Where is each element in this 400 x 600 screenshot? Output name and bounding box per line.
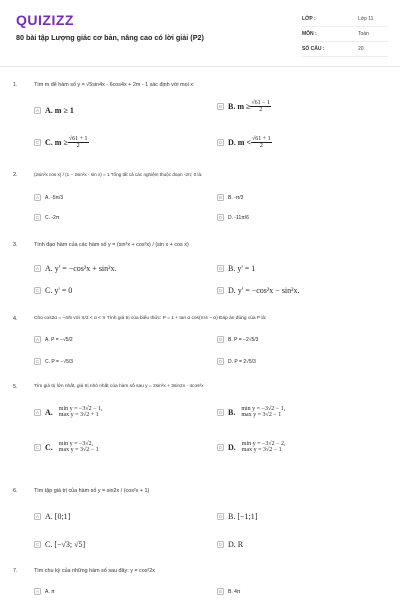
option-text: A. π [45, 588, 55, 595]
option-c[interactable] [34, 214, 59, 221]
meta-row-count [302, 42, 388, 57]
option-letter: D [218, 215, 223, 220]
option-letter: A [35, 266, 39, 271]
option-c[interactable] [34, 540, 85, 549]
option-text: D. -11π/6 [228, 214, 249, 221]
option-letter: C [35, 444, 40, 450]
option-letter: B [218, 514, 222, 519]
option-label: A. [45, 407, 53, 417]
header [0, 0, 400, 67]
minmax-block: min y = −3√2 − 1, max y = 3√2 − 1 [241, 406, 286, 418]
question-text: Tìm giá trị lớn nhất, giá trị nhỏ nhất của hàm số sau y = 2sin²x + 3sin2x - 4cos²x [34, 384, 204, 389]
option-c[interactable] [34, 358, 73, 365]
quizizz-logo[interactable]: QUIZIZZ [16, 12, 74, 28]
option-letter: A [35, 514, 39, 519]
option-text: C. P = −√5/3 [45, 358, 73, 365]
option-letter: C [35, 140, 40, 145]
option-letter: A [35, 195, 39, 200]
option-prefix: D. m < [228, 138, 251, 147]
option-b[interactable] [217, 588, 240, 595]
question-number: 6. [13, 488, 18, 494]
option-letter: C [35, 288, 40, 293]
option-text: B. [−1;1] [228, 512, 258, 521]
question-text: Tìm tập giá trị của hàm số y = sin2x / (cos²x + 1) [34, 488, 150, 494]
question-number: 5. [13, 384, 18, 390]
option-b[interactable] [217, 194, 243, 201]
question-text: Tìm m để hàm số y = √5sin4x - 6cos4x + 2m - 1 xác định với mọi x: [34, 82, 195, 88]
option-label: D. [228, 442, 236, 452]
option-d[interactable] [217, 214, 249, 221]
fraction: $\frac{√61 + 1}{2}$ [252, 136, 271, 149]
option-letter: C [35, 359, 40, 364]
question-text: Tìm chu kỳ của những hàm số sau đây: y = cos²2x [34, 568, 155, 574]
option-text: C. -2π [45, 214, 60, 221]
meta-label: SỐ CÂU : [302, 46, 325, 52]
question-number: 3. [13, 242, 18, 248]
option-prefix: B. m ≥ [228, 102, 251, 111]
option-b[interactable] [217, 512, 257, 521]
minmax-block: min y = −3√2, max y = 3√2 − 1 [58, 441, 99, 453]
option-a[interactable] [34, 588, 55, 595]
option-a[interactable] [34, 106, 74, 115]
option-a[interactable] [34, 336, 73, 343]
meta-label: MÔN : [302, 31, 317, 37]
minmax-block: min y = −3√2 − 1, max y = 3√2 + 1 [58, 406, 103, 418]
meta-row-class [302, 12, 388, 27]
option-c[interactable] [34, 441, 99, 453]
fraction: $\frac{√61 + 1}{2}$ [68, 136, 88, 149]
option-text: D. y' = −cos²x − sin²x. [228, 286, 300, 295]
option-letter: B [218, 104, 222, 109]
option-letter: B [218, 337, 222, 342]
option-letter: D [218, 542, 223, 547]
option-text: B. 4π [228, 588, 241, 595]
question-text: Cho cos2α = −4/5 với π/2 < α < π Tính giá trị của biểu thức: P = 1 + tan α cos(π/4 − α) Đáp án đúng của P là: [34, 316, 267, 321]
meta-value: Lớp 11 [358, 16, 374, 22]
option-letter: B [218, 195, 222, 200]
option-prefix: C. m ≥ [45, 138, 68, 147]
question-number: 7. [13, 568, 18, 574]
option-text: A. m ≥ 1 [45, 106, 74, 115]
option-letter: B [218, 409, 222, 415]
option-letter: B [218, 266, 222, 271]
option-text: A. [0;1] [45, 512, 71, 521]
option-label: C. [45, 442, 53, 452]
option-text: A. y' = −cos²x + sin²x. [45, 264, 117, 273]
option-text: B. P = −2√5/3 [228, 336, 259, 343]
option-letter: D [218, 288, 223, 293]
option-d[interactable] [217, 358, 256, 365]
option-d[interactable] [217, 540, 243, 549]
option-letter: D [218, 140, 223, 145]
option-letter: A [35, 589, 39, 594]
option-text: B. -π/3 [228, 194, 244, 201]
option-letter: D [218, 444, 223, 450]
option-text: A. P = −√5/2 [45, 336, 73, 343]
option-text: D. R [228, 540, 244, 549]
question-number: 4. [13, 316, 18, 322]
option-letter: A [35, 108, 39, 113]
meta-value: Toán [358, 31, 369, 37]
meta-table [302, 12, 388, 57]
option-letter: C [35, 542, 40, 547]
question-text: (2sin²x cos x) / (1 − 2sin²x · sin x) = 1 Tổng tất cả các nghiệm thuộc đoạn -2π; 0 là: [34, 172, 203, 177]
option-d[interactable] [217, 136, 272, 149]
option-text: D. P = 2√5/3 [228, 358, 256, 365]
option-c[interactable] [34, 136, 89, 149]
option-letter: A [35, 337, 39, 342]
question-number: 2. [13, 172, 18, 178]
meta-label: LỚP : [302, 16, 316, 22]
option-a[interactable] [34, 194, 63, 201]
option-a[interactable] [34, 512, 70, 521]
meta-value: 20 [358, 46, 364, 52]
fraction: $\frac{√61 - 1}{2}$ [251, 100, 271, 113]
option-b[interactable] [217, 406, 285, 418]
option-a[interactable] [34, 264, 117, 273]
option-text: A. -5π/3 [45, 194, 64, 201]
meta-row-subject [302, 27, 388, 42]
option-d[interactable] [217, 441, 286, 453]
minmax-block: min y = −3√2 − 2, max y = 3√2 − 1 [241, 441, 286, 453]
option-b[interactable] [217, 100, 271, 113]
option-b[interactable] [217, 264, 255, 273]
option-label: B. [228, 407, 236, 417]
option-c[interactable] [34, 286, 72, 295]
option-text: C. [−√3; √5] [45, 540, 86, 549]
option-letter: A [35, 409, 39, 415]
option-b[interactable] [217, 336, 258, 343]
question-number: 1. [13, 82, 18, 88]
page-title: 80 bài tập Lượng giác cơ bản, nâng cao có lời giải (P2) [16, 33, 204, 42]
option-letter: D [218, 359, 223, 364]
option-letter: B [218, 589, 222, 594]
option-a[interactable] [34, 406, 103, 418]
question-text: Tính đạo hàm của các hàm số y = (sin³x + cos³x) / (sin x + cos x) [34, 242, 189, 248]
option-d[interactable] [217, 286, 300, 295]
option-text: B. y' = 1 [228, 264, 256, 273]
option-letter: C [35, 215, 40, 220]
option-text: C. y' = 0 [45, 286, 73, 295]
